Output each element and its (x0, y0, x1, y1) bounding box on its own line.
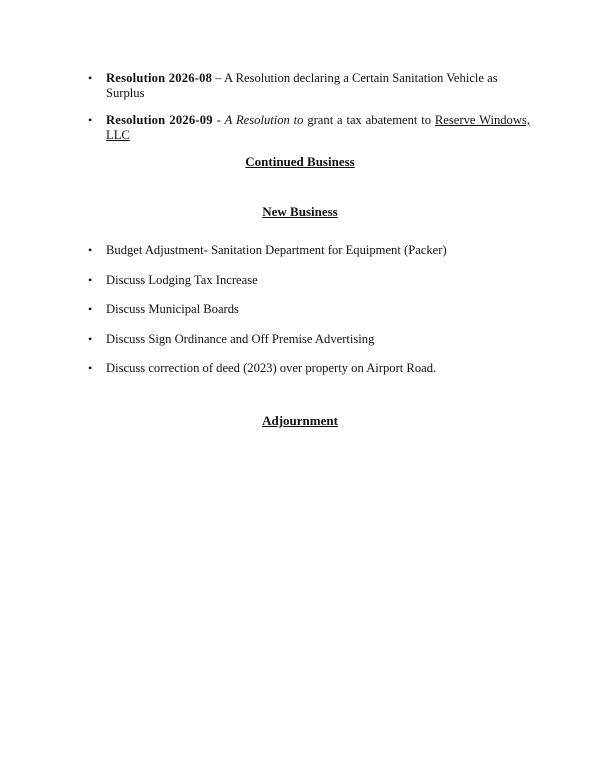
list-item-text: Discuss Municipal Boards (106, 302, 239, 316)
resolution-number: Resolution 2026-09 (106, 113, 213, 127)
bullet-icon: • (88, 361, 93, 375)
list-item-text: Discuss Sign Ordinance and Off Premise Advertising (106, 331, 375, 346)
list-item (88, 302, 447, 317)
resolution-item-2026-09 (88, 113, 530, 143)
list-item-text: Discuss Lodging Tax Increase (106, 272, 258, 287)
resolution-text: grant a tax abatement to (303, 113, 435, 127)
new-business-heading: New Business (262, 204, 338, 219)
resolution-underlined-text: Reserve Windows, LLC (106, 113, 530, 142)
resolution-number: Resolution 2026-08 (106, 71, 213, 85)
resolution-separator: – (212, 71, 225, 85)
continued-business-heading: Continued Business (245, 154, 355, 169)
bullet-icon: • (88, 272, 93, 287)
list-item (88, 243, 447, 258)
list-item-text: Budget Adjustment- Sanitation Department for Equipment (Packer) (106, 243, 447, 257)
list-item-text: Discuss correction of deed (2023) over property on Airport Road. (106, 361, 437, 375)
list-item (88, 361, 447, 376)
bullet-icon: • (88, 113, 93, 127)
bullet-icon: • (88, 302, 93, 316)
bullet-icon: • (88, 243, 93, 257)
resolution-italic-text: A Resolution to (224, 113, 304, 127)
new-business-list (88, 243, 447, 391)
resolution-separator: - (212, 113, 225, 127)
bullet-icon: • (88, 71, 93, 85)
list-item (88, 272, 447, 288)
resolution-item-2026-08 (88, 71, 530, 101)
bullet-icon: • (88, 331, 93, 346)
list-item (88, 331, 447, 347)
adjournment-heading: Adjournment (262, 413, 338, 428)
resolution-text: A Resolution declaring a Certain Sanitation Vehicle as Surplus (106, 71, 498, 100)
